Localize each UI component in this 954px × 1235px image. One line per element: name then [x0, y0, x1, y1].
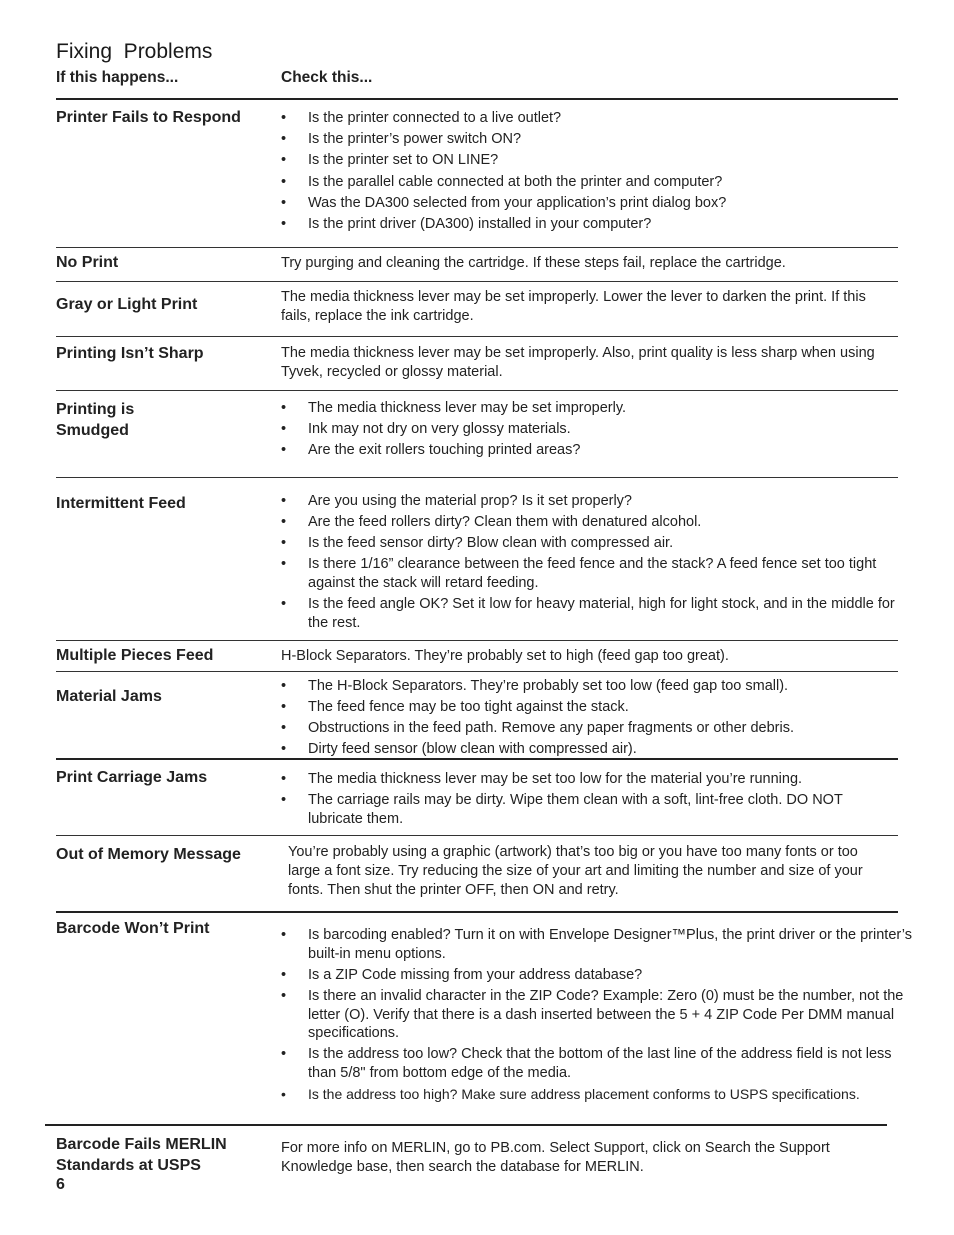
issue-line: Barcode Fails MERLIN	[56, 1136, 227, 1153]
row-divider	[56, 671, 898, 672]
column-header-issue: If this happens...	[56, 69, 179, 86]
list-item: • Ink may not dry on very glossy materials.	[281, 420, 901, 439]
list-item: • Are you using the material prop? Is it set properly?	[281, 492, 901, 511]
list-item: • Is the parallel cable connected at both the printer and computer?	[281, 173, 901, 192]
list-item: • Is the address too high? Make sure address placement conforms to USPS specifications.	[281, 1085, 913, 1104]
list-item: • Dirty feed sensor (blow clean with compressed air).	[281, 740, 901, 759]
row-divider	[56, 640, 898, 641]
list-item: • Is there an invalid character in the ZIP Code? Example: Zero (0) must be the number, not the letter (O). Verify that there is a dash inserted between the 5 + 4 ZIP Code Per DMM manual specifications.	[281, 987, 913, 1043]
list-item: • The media thickness lever may be set too low for the material you’re running.	[281, 770, 901, 789]
page-title: Fixing Problems	[56, 40, 213, 63]
check-text-out-of-memory-message: You’re probably using a graphic (artwork) that’s too big or you have too many fonts or too large a font size. Try reducing the size of your art and limiting the number and size of your fonts. Then shut the printer OFF, then ON and retry.	[288, 844, 863, 898]
checklist-barcode-wont-print	[281, 926, 913, 1104]
list-item: • Are the feed rollers dirty? Clean them with denatured alcohol.	[281, 513, 901, 532]
list-item: • Was the DA300 selected from your application’s print dialog box?	[281, 194, 901, 213]
list-item: • Is the address too low? Check that the bottom of the last line of the address field is not less than 5/8" from bottom edge of the media.	[281, 1045, 913, 1083]
checklist-printing-is-smudged	[281, 399, 901, 460]
issue-gray-or-light-print: Gray or Light Print	[56, 296, 198, 313]
row-divider	[56, 911, 898, 913]
list-item: • Is barcoding enabled? Turn it on with Envelope Designer™Plus, the print driver or the printer’s built-in menu options.	[281, 926, 913, 964]
row-divider	[45, 1124, 887, 1126]
issue-no-print: No Print	[56, 254, 119, 271]
row-divider	[56, 835, 898, 836]
row-divider	[56, 477, 898, 478]
issue-line: Standards at USPS	[56, 1157, 201, 1174]
checklist-material-jams	[281, 677, 901, 759]
row-divider	[56, 390, 898, 391]
list-item: • The feed fence may be too tight against the stack.	[281, 698, 901, 717]
issue-barcode-fails-merlin	[56, 1134, 271, 1176]
list-item: • Is a ZIP Code missing from your address database?	[281, 966, 913, 985]
check-text-gray-or-light-print: The media thickness lever may be set improperly. Lower the lever to darken the print. If this fails, replace the ink cartridge.	[281, 289, 866, 324]
header-divider	[56, 98, 898, 100]
issue-printing-isnt-sharp: Printing Isn’t Sharp	[56, 345, 204, 362]
issue-printing-is-smudged	[56, 399, 271, 441]
list-item: • Is the printer connected to a live outlet?	[281, 109, 901, 128]
checklist-intermittent-feed	[281, 492, 901, 632]
row-divider	[56, 247, 898, 248]
check-text-printing-isnt-sharp: The media thickness lever may be set improperly. Also, print quality is less sharp when using Tyvek, recycled or glossy material.	[281, 345, 875, 380]
row-divider	[56, 336, 898, 337]
checklist-printer-fails-to-respond	[281, 109, 901, 234]
checklist-print-carriage-jams	[281, 770, 901, 829]
issue-line: Printing is	[56, 401, 135, 418]
page-number: 6	[56, 1176, 65, 1193]
list-item: • Is there 1/16” clearance between the feed fence and the stack? A feed fence set too tight against the stack will retard feeding.	[281, 555, 901, 593]
issue-barcode-wont-print: Barcode Won’t Print	[56, 920, 210, 937]
issue-printer-fails-to-respond: Printer Fails to Respond	[56, 109, 241, 126]
list-item: • The media thickness lever may be set improperly.	[281, 399, 901, 418]
check-text-barcode-fails-merlin: For more info on MERLIN, go to PB.com. Select Support, click on Search the Support Knowledge base, then search the database for MERLIN.	[281, 1140, 830, 1175]
issue-out-of-memory-message: Out of Memory Message	[56, 846, 241, 863]
list-item: • Obstructions in the feed path. Remove any paper fragments or other debris.	[281, 719, 901, 738]
row-divider	[56, 281, 898, 282]
list-item: • Is the printer’s power switch ON?	[281, 130, 901, 149]
row-divider	[56, 758, 898, 760]
issue-material-jams: Material Jams	[56, 688, 162, 705]
list-item: • Is the printer set to ON LINE?	[281, 151, 901, 170]
list-item: • The carriage rails may be dirty. Wipe them clean with a soft, lint-free cloth. DO NOT lubricate them.	[281, 791, 901, 829]
issue-multiple-pieces-feed: Multiple Pieces Feed	[56, 647, 214, 664]
list-item: • Is the print driver (DA300) installed in your computer?	[281, 215, 901, 234]
list-item: • The H-Block Separators. They’re probably set too low (feed gap too small).	[281, 677, 901, 696]
check-text-multiple-pieces-feed: H-Block Separators. They’re probably set to high (feed gap too great).	[281, 648, 729, 664]
list-item: • Is the feed sensor dirty? Blow clean with compressed air.	[281, 534, 901, 553]
issue-print-carriage-jams: Print Carriage Jams	[56, 769, 208, 786]
list-item: • Are the exit rollers touching printed areas?	[281, 441, 901, 460]
check-text-no-print: Try purging and cleaning the cartridge. If these steps fail, replace the cartridge.	[281, 255, 786, 271]
list-item: • Is the feed angle OK? Set it low for heavy material, high for light stock, and in the middle for the rest.	[281, 595, 901, 633]
issue-intermittent-feed: Intermittent Feed	[56, 495, 186, 512]
issue-line: Smudged	[56, 422, 129, 439]
column-header-check: Check this...	[281, 69, 373, 86]
